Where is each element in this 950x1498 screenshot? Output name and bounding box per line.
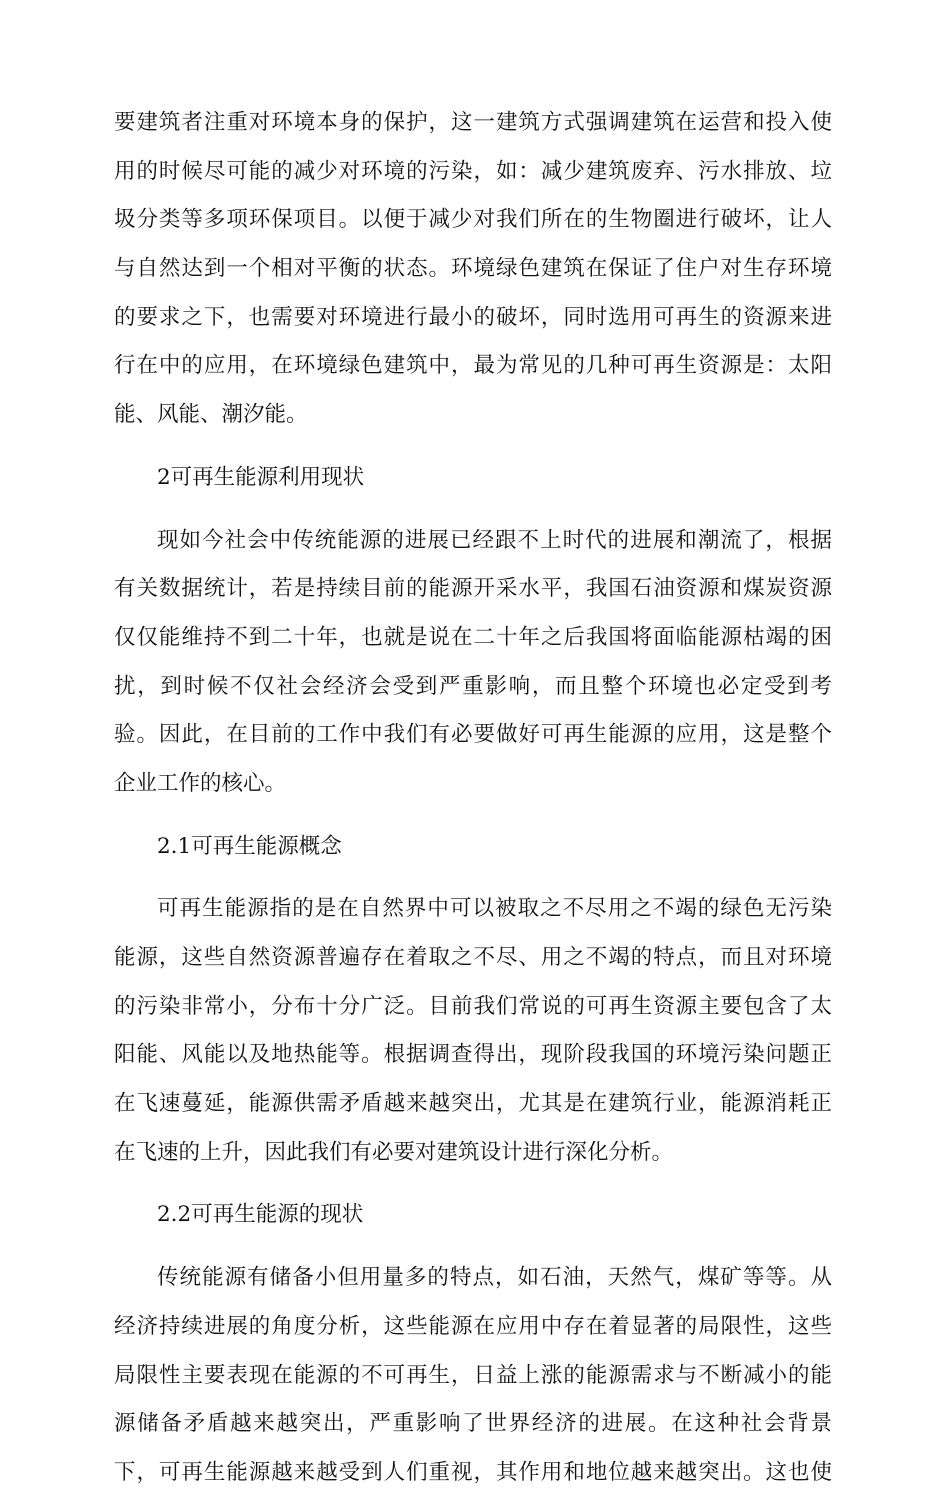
text-line: 仅仅能维持不到二十年，也就是说在二十年之后我国将面临能源枯竭的困 — [114, 624, 832, 650]
text-line: 传统能源有储备小但用量多的特点，如石油，天然气，煤矿等等。从 — [157, 1265, 832, 1291]
text-line: 能源，这些自然资源普遍存在着取之不尽、用之不竭的特点，而且对环境 — [114, 945, 832, 970]
paragraph-gap — [114, 1240, 832, 1254]
section-heading: 2可再生能源利用现状 — [157, 464, 365, 490]
text-line: 经济持续进展的角度分析，这些能源在应用中存在着显著的局限性，这些 — [114, 1313, 832, 1339]
text-line: 可再生能源指的是在自然界中可以被取之不尽用之不竭的绿色无污染 — [157, 896, 832, 922]
text-line: 用的时候尽可能的减少对环境的污染，如：减少建筑废弃、污水排放、垃 — [114, 158, 832, 184]
paragraph-gap — [114, 871, 832, 885]
text-line: 源储备矛盾越来越突出，严重影响了世界经济的进展。在这种社会背景 — [114, 1411, 832, 1437]
paragraph-gap — [114, 440, 832, 454]
paragraph-current-status — [114, 517, 832, 809]
text-line: 的要求之下，也需要对环境进行最小的破坏，同时选用可再生的资源来进 — [114, 304, 832, 330]
text-line: 下，可再生能源越来越受到人们重视，其作用和地位越来越突出。这也使 — [114, 1459, 832, 1485]
text-line: 圾分类等多项环保项目。以便于减少对我们所在的生物圈进行破坏，让人 — [114, 207, 832, 233]
text-line: 与自然达到一个相对平衡的状态。环境绿色建筑在保证了住户对生存环境 — [114, 256, 832, 282]
paragraph-gap — [114, 503, 832, 517]
section-heading: 2.1可再生能源概念 — [157, 833, 342, 859]
text-line: 能、风能、潮汐能。 — [114, 402, 308, 428]
paragraph-gap — [114, 809, 832, 823]
text-line: 验。因此，在目前的工作中我们有必要做好可再生能源的应用，这是整个 — [114, 722, 832, 748]
text-line: 行在中的应用，在环境绿色建筑中，最为常见的几种可再生资源是：太阳 — [114, 353, 832, 379]
text-line: 在飞速的上升，因此我们有必要对建筑设计进行深化分析。 — [114, 1139, 674, 1165]
document-body — [114, 99, 832, 1498]
paragraph-gap — [114, 1177, 832, 1191]
text-line: 企业工作的核心。 — [114, 770, 287, 796]
paragraph-intro — [114, 99, 832, 440]
text-line: 有关数据统计，若是持续目前的能源开采水平，我国石油资源和煤炭资源 — [114, 576, 832, 602]
text-line: 的污染非常小，分布十分广泛。目前我们常说的可再生资源主要包含了太 — [114, 993, 832, 1019]
text-line: 在飞速蔓延，能源供需矛盾越来越突出，尤其是在建筑行业，能源消耗正 — [114, 1091, 832, 1117]
section-heading: 2.2可再生能源的现状 — [157, 1202, 364, 1228]
text-line: 扰，到时候不仅社会经济会受到严重影响，而且整个环境也必定受到考 — [114, 673, 832, 699]
text-line: 阳能、风能以及地热能等。根据调查得出，现阶段我国的环境污染问题正 — [114, 1042, 832, 1068]
paragraph-concept — [114, 885, 832, 1177]
paragraph-status — [114, 1254, 832, 1497]
text-line: 现如今社会中传统能源的进展已经跟不上时代的进展和潮流了，根据 — [157, 527, 832, 553]
text-line: 要建筑者注重对环境本身的保护，这一建筑方式强调建筑在运营和投入使 — [114, 110, 832, 135]
text-line: 局限性主要表现在能源的不可再生，日益上涨的能源需求与不断减小的能 — [114, 1362, 832, 1388]
